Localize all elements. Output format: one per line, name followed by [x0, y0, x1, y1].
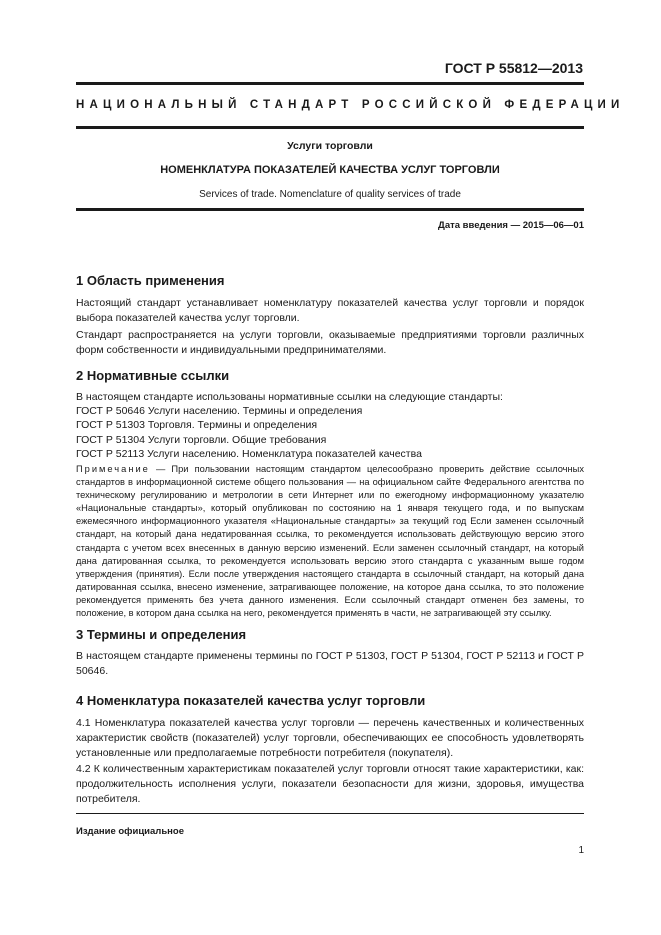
title-rule — [76, 208, 584, 211]
section-3-heading: 3 Термины и определения — [76, 627, 247, 642]
page-number: 1 — [578, 845, 584, 856]
section-1-body — [76, 296, 584, 358]
section-4-heading: 4 Номенклатура показателей качества услуг торговли — [76, 693, 426, 708]
document-title: НОМЕНКЛАТУРА ПОКАЗАТЕЛЕЙ КАЧЕСТВА УСЛУГ ТОРГОВЛИ — [160, 164, 500, 176]
national-standard-title: НАЦИОНАЛЬНЫЙ СТАНДАРТ РОССИЙСКОЙ ФЕДЕРАЦИИ — [76, 99, 625, 111]
footer-rule — [76, 813, 584, 814]
section-2-heading: 2 Нормативные ссылки — [76, 368, 230, 383]
references-note — [76, 463, 584, 620]
references-intro: В настоящем стандарте использованы нормативные ссылки на следующие стандарты: — [76, 391, 503, 403]
paragraph: 4.2 К количественным характеристикам показателей услуг торговли относят такие характеристики, как: продолжительность исполнения услуги, показатели безопасности для жизни, здоровья, имущества потребителя. — [76, 763, 584, 805]
document-subtitle: Услуги торговли — [287, 140, 373, 152]
section-4-body — [76, 716, 584, 807]
reference-item: ГОСТ Р 51303 Торговля. Термины и определения — [76, 419, 318, 432]
note-label: Примечание — [76, 464, 150, 474]
paragraph: В настоящем стандарте применены термины по ГОСТ Р 51303, ГОСТ Р 51304, ГОСТ Р 52113 и ГОСТ Р 50646. — [76, 650, 584, 677]
reference-item: ГОСТ Р 52113 Услуги населению. Номенклатура показателей качества — [76, 447, 422, 460]
paragraph: Настоящий стандарт устанавливает номенклатуру показателей качества услуг торговли и порядок выбора показателей качества услуг торговли. — [76, 297, 584, 324]
paragraph: 4.1 Номенклатура показателей качества услуг торговли — перечень качественных и количественных характеристик свойств (показателей) услуг торговли, обеспечивающих ее способность удовлетворять установленные или предполагаемые потребности потребителя (покупателя). — [76, 717, 584, 759]
header-rule-bottom — [76, 126, 584, 129]
introduction-date: Дата введения — 2015—06—01 — [438, 220, 584, 231]
header-rule-top — [76, 82, 584, 85]
reference-item: ГОСТ Р 51304 Услуги торговли. Общие требования — [76, 433, 327, 446]
official-edition-label: Издание официальное — [76, 826, 184, 837]
reference-item: ГОСТ Р 50646 Услуги населению. Термины и определения — [76, 405, 363, 418]
section-2-references — [76, 390, 584, 461]
standard-code: ГОСТ Р 55812—2013 — [444, 60, 583, 76]
note-text: — При пользовании настоящим стандартом целесообразно проверить действие ссылочных стандартов в информационной системе общего пользования — на официальном сайте Федерального агентства по техническому регулированию и метрологии в сети Интернет или по ежегодному информационному указателю «Национальные стандарты», который опубликован по состоянию на 1 января текущего года, и по выпускам ежемесячного информационного указателя «Национальные стандарты» за текущий год Если заменен ссылочный стандарт, на который дана недатированная ссылка, то рекомендуется использовать действующую версию этого стандарта с учетом всех внесенных в данную версию изменений. Если заменен ссылочный стандарт, на который дана датированная ссылка, то рекомендуется использовать версию этого стандарта с указанным выше годом утверждения (принятия). Если после утверждения настоящего стандарта в ссылочный стандарт, на который дана датированная ссылка, внесено изменение, затрагивающее положение, на которое дана ссылка, то это положение рекомендуется применять без учета данного изменения. Если ссылочный стандарт отменен без замены, то положение, в котором дана ссылка на него, рекомендуется применять в части, не затрагивающей эту ссылку. — [76, 464, 584, 619]
section-1-heading: 1 Область применения — [76, 273, 225, 288]
section-3-body — [76, 649, 584, 679]
paragraph: Стандарт распространяется на услуги торговли, оказываемые предприятиями торговли различных форм собственности и индивидуальными предпринимателями. — [76, 329, 584, 356]
document-title-english: Services of trade. Nomenclature of quality services of trade — [199, 189, 461, 200]
